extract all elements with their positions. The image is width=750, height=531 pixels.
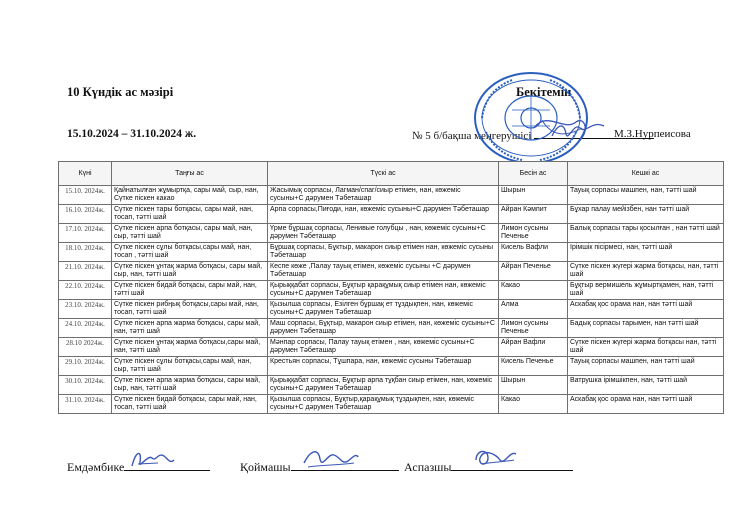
snack-cell: Шырын: [499, 186, 568, 205]
snack-cell: Айран Вафли: [499, 338, 568, 357]
column-header: Түскі ас: [268, 162, 499, 186]
lunch-cell: Крестьян сорпасы, Тұшпара, нан, көжеміс сусыны Тәбеташар: [268, 357, 499, 376]
breakfast-cell: Сүтке піскен арпа жарма ботқасы, сары май, сыр, нан, тәтті шай: [112, 376, 268, 395]
table-row: [59, 338, 724, 357]
lunch-cell: Жасымық сорпасы, Лагман/спаг/сиыр етімен, нан, көжеміс сусыны+С дәрумен Тәбеташар: [268, 186, 499, 205]
lunch-cell: Кеспе көже ,Палау тауық етімен, көжеміс сусыны +С дәрумен Тәбеташар: [268, 262, 499, 281]
dinner-cell: Сүтке піскен жүгері жарма ботқасы нан, тәтті шай: [568, 338, 724, 357]
column-header: Бесін ас: [499, 162, 568, 186]
dinner-cell: Аскабақ қос орама нан, нан тәтті шай: [568, 300, 724, 319]
lunch-cell: Мәнпар сорпасы, Палау тауық етімен , нан, көжеміс сусыны+С дәрумен Тәбеташар: [268, 338, 499, 357]
column-header: Күні: [59, 162, 112, 186]
table-row: [59, 376, 724, 395]
dinner-cell: Бұқтыр вермишель жұмыртқамен, нан, тәтті шай: [568, 281, 724, 300]
lunch-cell: Маш сорпасы, Бұқтыр, макарон сиыр етімен, нан, көжеміс сусыны+С дәрумен Тәбеташар: [268, 319, 499, 338]
kindergarten-head-text: № 5 б/бақша меңгерушісі: [412, 130, 532, 142]
table-row: [59, 300, 724, 319]
column-header: Таңғы ас: [112, 162, 268, 186]
date-cell: 29.10. 2024ж.: [59, 357, 112, 376]
menu-period: 15.10.2024 – 31.10.2024 ж.: [67, 128, 197, 140]
snack-cell: Какао: [499, 281, 568, 300]
lunch-cell: Бұршақ сорпасы, Бұктыр, макарон сиыр етімен нан, көжеміс сусыны Тәбеташар: [268, 243, 499, 262]
dinner-cell: Тауық сорпасы машпен, нан тәтті шай: [568, 357, 724, 376]
snack-cell: Кисель Печенье: [499, 357, 568, 376]
breakfast-cell: Сүтке піскен арпа ботқасы, сары май, нан, сыр, тәтті шай: [112, 224, 268, 243]
breakfast-cell: Сүтке піскен ұнтақ жарма ботқасы,сары май, нан, тәтті шай: [112, 338, 268, 357]
table-row: [59, 224, 724, 243]
storekeeper-label: Қоймашы: [240, 460, 291, 474]
breakfast-cell: Сүтке піскен арпа жарма ботқасы, сары май, нан, тәтті шай: [112, 319, 268, 338]
date-cell: 24.10. 2024ж.: [59, 319, 112, 338]
lunch-cell: Арпа сорпасы,Пиғоди, нан, көжеміс сусыны+С дәрумен Тәбеташар: [268, 205, 499, 224]
date-cell: 22.10. 2024ж.: [59, 281, 112, 300]
director-name: М.З.Нурпеисова: [614, 128, 691, 140]
nurse-label: Емдәмбике: [67, 460, 125, 474]
snack-cell: Кисель Вафли: [499, 243, 568, 262]
snack-cell: Шырын: [499, 376, 568, 395]
table-row: [59, 186, 724, 205]
breakfast-cell: Сүтке піскен сұлы ботқасы,сары май, нан, сыр, тәтті шай: [112, 357, 268, 376]
dinner-cell: Аскабақ қос орама нан, нан тәтті шай: [568, 395, 724, 414]
breakfast-cell: Сүтке піскен ұнтақ жарма ботқасы, сары май, сыр, нан, тәтті шай: [112, 262, 268, 281]
date-cell: 30.10. 2024ж.: [59, 376, 112, 395]
dinner-cell: Тауық сорпасы машпен, нан, тәтті шай: [568, 186, 724, 205]
breakfast-cell: Сүтке піскен бидай ботқасы, сары май, нан, тәтті шай: [112, 281, 268, 300]
dinner-cell: Сүтке піскен жүгері жарма ботқасы, нан, тәтті шай: [568, 262, 724, 281]
dinner-cell: Ірімшік пісірмесі, нан, тәтті шай: [568, 243, 724, 262]
menu-table: [58, 161, 724, 414]
breakfast-cell: Сүтке піскен бидай ботқасы, сары май, нан, тосап, тәтті шай: [112, 395, 268, 414]
table-header-row: [59, 162, 724, 186]
date-cell: 28.10 2024ж.: [59, 338, 112, 357]
snack-cell: Алма: [499, 300, 568, 319]
breakfast-cell: Сүтке піскен тары ботқасы, сары май, нан, тосап, тәтті шай: [112, 205, 268, 224]
snack-cell: Лимон сусыны Печенье: [499, 319, 568, 338]
handwritten-signature-icon: [300, 445, 360, 475]
date-cell: 16.10. 2024ж.: [59, 205, 112, 224]
snack-cell: Айран Кәмпит: [499, 205, 568, 224]
lunch-cell: Қырыққабат сорпасы, Бұқтыр арпа тұқбан сиыр етімен, нан, көжеміс сусыны+С дәрумен Тәбеташар: [268, 376, 499, 395]
menu-title: 10 Күндік ас мәзірі: [67, 85, 174, 99]
lunch-cell: Үрме бұршақ сорпасы, Ленивые голубцы , нан, көжеміс сусыны+С дәрумен Тәбеташар: [268, 224, 499, 243]
lunch-cell: Қызылша сорпасы, Бұқтыр,қарақұмық тұздықпен, нан, көжеміс сусыны+С дәрумен Тәбеташар: [268, 395, 499, 414]
table-row: [59, 395, 724, 414]
table-row: [59, 319, 724, 338]
lunch-cell: Қырыққабат сорпасы, Бұқтыр қарақұмық сиыр етімен нан, көжеміс сусыны+С дәрумен Тәбеташар: [268, 281, 499, 300]
date-cell: 17.10. 2024ж.: [59, 224, 112, 243]
handwritten-signature-icon: [470, 444, 520, 474]
table-row: [59, 243, 724, 262]
date-cell: 23.10. 2024ж.: [59, 300, 112, 319]
date-cell: 18.10. 2024ж.: [59, 243, 112, 262]
snack-cell: Айран Печенье: [499, 262, 568, 281]
date-cell: 31.10. 2024ж.: [59, 395, 112, 414]
dinner-cell: Ватрушка ірімшікпен, нан, тәтті шай: [568, 376, 724, 395]
dinner-cell: Балық сорпасы тары қосылған , нан тәтті шай: [568, 224, 724, 243]
snack-cell: Лимон сусыны Печенье: [499, 224, 568, 243]
date-cell: 21.10. 2024ж.: [59, 262, 112, 281]
dinner-cell: Бадық сорпасы тарымен, нан тәтті шай: [568, 319, 724, 338]
snack-cell: Какао: [499, 395, 568, 414]
date-cell: 15.10. 2024ж.: [59, 186, 112, 205]
column-header: Кешкі ас: [568, 162, 724, 186]
breakfast-cell: Қайнатылған жұмыртқа, сары май, сыр, нан, Сүтке піскен какао: [112, 186, 268, 205]
table-row: [59, 357, 724, 376]
handwritten-signature-icon: [548, 116, 608, 146]
breakfast-cell: Сүтке піскен сұлы ботқасы,сары май, нан, тосап , тәтті шай: [112, 243, 268, 262]
table-row: [59, 262, 724, 281]
lunch-cell: Қызылша сорпасы, Езілген бұршақ ет тұздықпен, нан, көжеміс сусыны+С дәрумен Тәбеташар: [268, 300, 499, 319]
handwritten-signature-icon: [128, 446, 176, 474]
table-row: [59, 205, 724, 224]
breakfast-cell: Сүтке піскен рибңық ботқасы,сары май, нан, тосап, тәтті шай: [112, 300, 268, 319]
table-row: [59, 281, 724, 300]
cook-label: Аспазшы: [404, 460, 452, 474]
dinner-cell: Бұхар палау мейізбен, нан тәтті шай: [568, 205, 724, 224]
approval-label: Бекітемін: [516, 85, 572, 99]
